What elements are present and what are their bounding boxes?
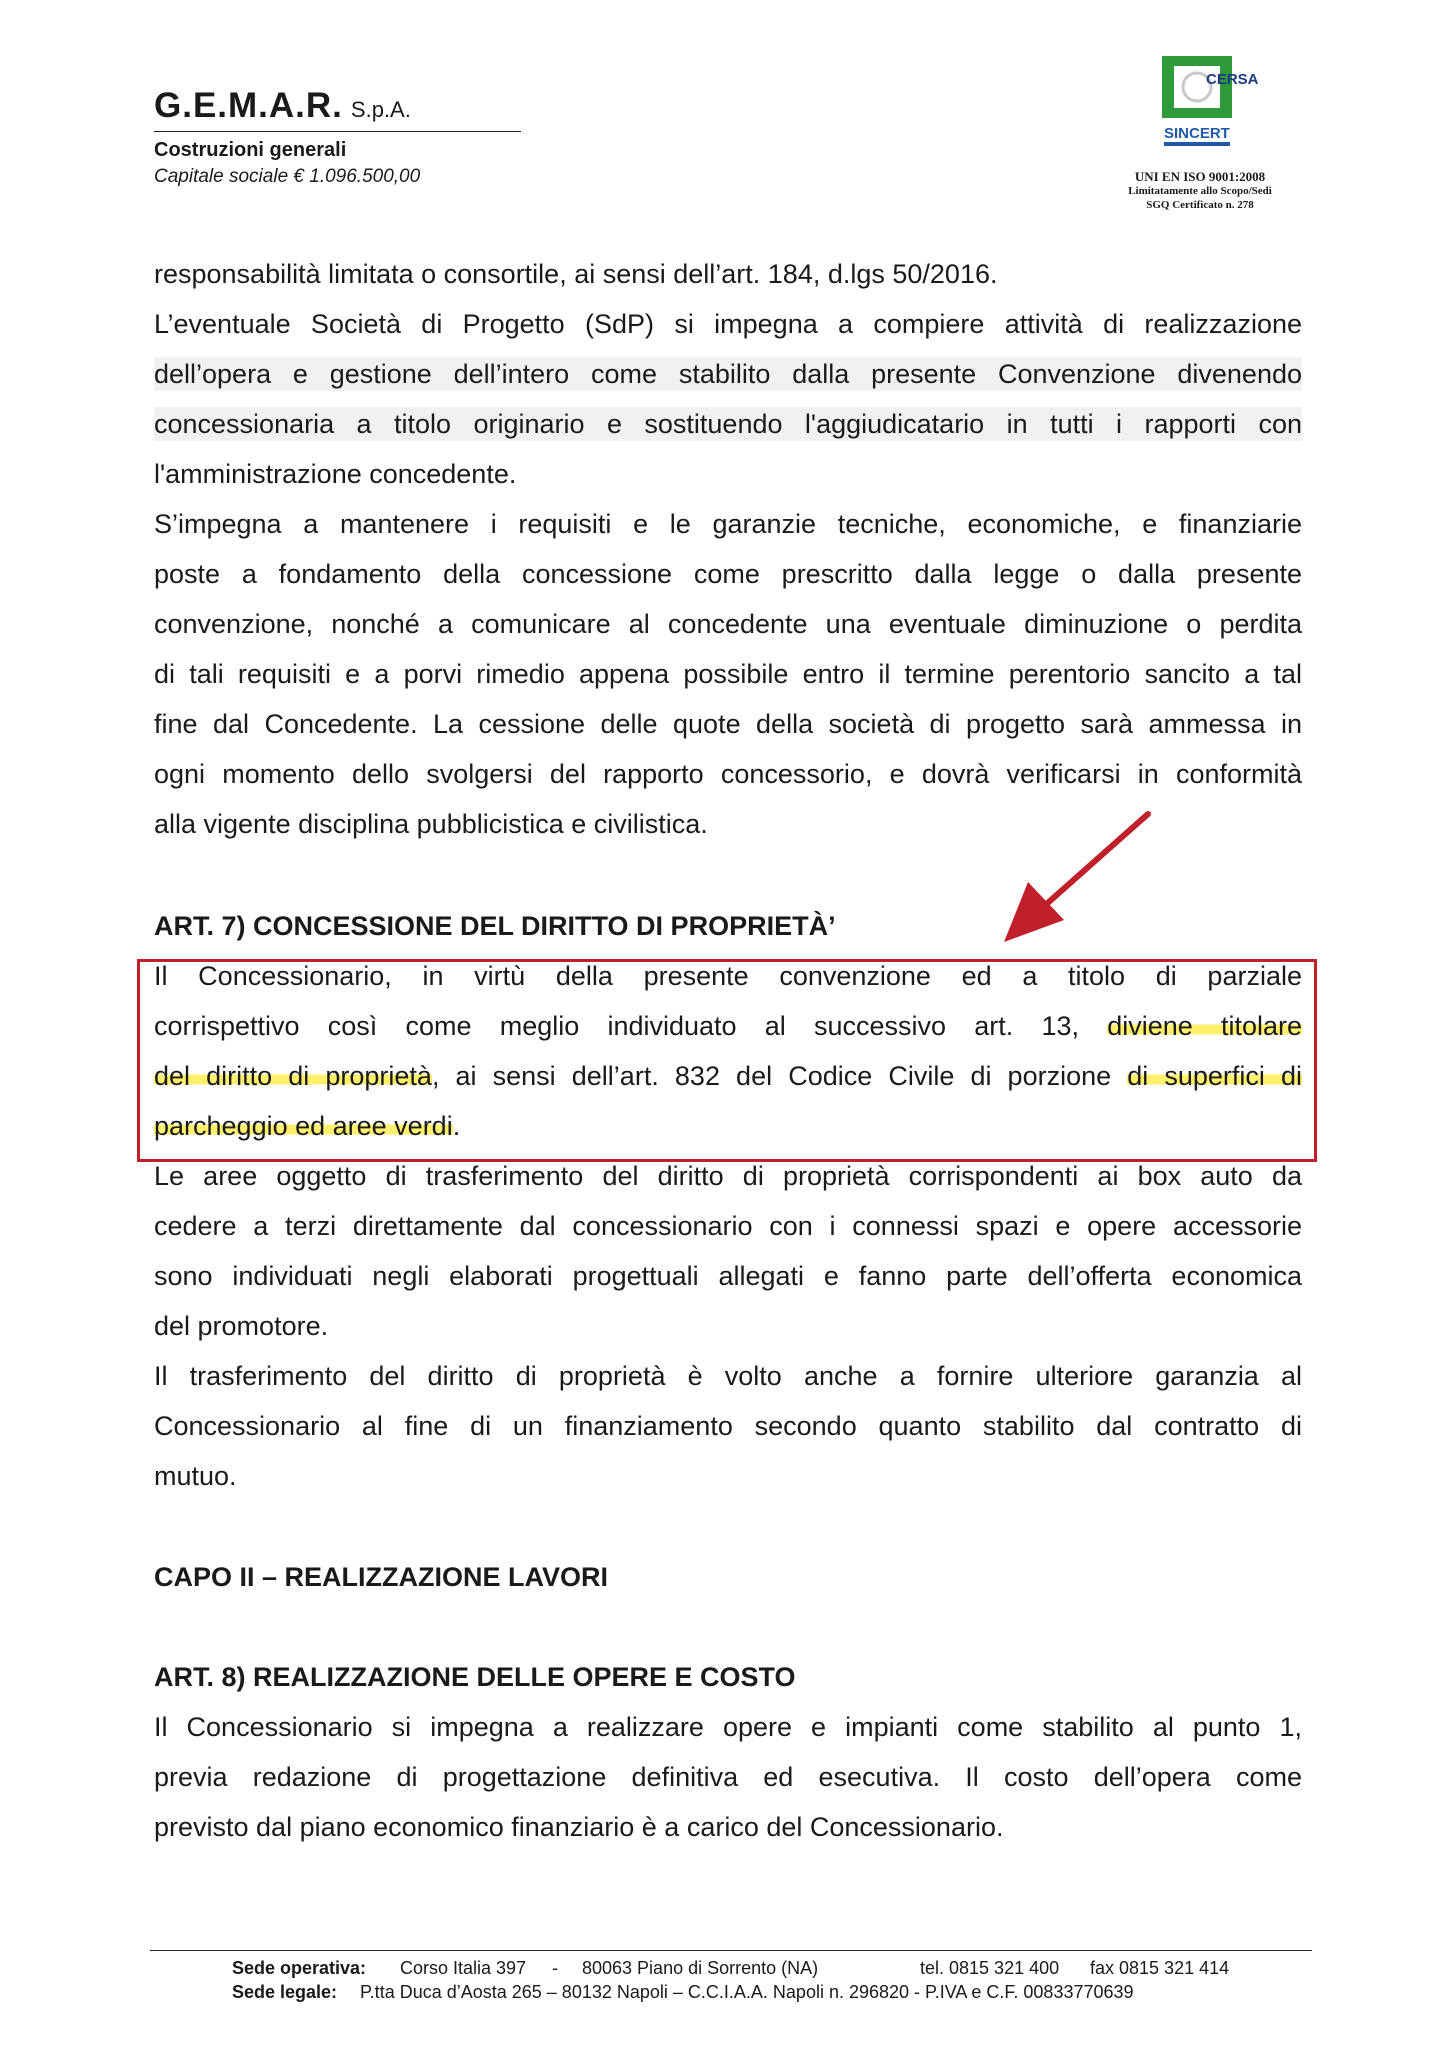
company-suffix: S.p.A. [350, 97, 411, 122]
text-line: Concessionario al fine di un finanziamento secondo quanto stabilito dal contratto di [154, 1411, 1302, 1441]
text-line: S’impegna a mantenere i requisiti e le garanzie tecniche, economiche, e finanziarie [154, 509, 1302, 539]
chapter-2-heading: CAPO II – REALIZZAZIONE LAVORI [154, 1562, 609, 1592]
company-name: G.E.M.A.R. [154, 86, 343, 125]
footer-operating-address: Corso Italia 397 [400, 1958, 527, 1978]
text-line: concessionaria a titolo originario e sostituendo l'aggiudicatario in tutti i rapporti con [154, 409, 1302, 439]
cert-scope: Limitatamente allo Scopo/Sedi [1128, 185, 1272, 197]
text-segment: , ai sensi dell’art. 832 del Codice Civile di porzione [431, 1061, 1128, 1091]
article-7-heading: ART. 7) CONCESSIONE DEL DIRITTO DI PROPRIETÀ’ [154, 911, 836, 941]
text-line: cedere a terzi direttamente dal concessionario con i connessi spazi e opere accessorie [154, 1211, 1302, 1241]
annotation-arrow-icon [1000, 808, 1160, 948]
text-line: L’eventuale Società di Progetto (SdP) si impegna a compiere attività di realizzazione [154, 309, 1302, 339]
text-segment: . [452, 1111, 461, 1141]
text-line: l'amministrazione concedente. [154, 459, 517, 489]
highlighted-text: parcheggio ed aree verdi [154, 1111, 453, 1141]
text-line: mutuo. [154, 1461, 237, 1491]
text-line: previsto dal piano economico finanziario è a carico del Concessionario. [154, 1812, 1004, 1842]
footer-legal-label: Sede legale: [232, 1982, 338, 2002]
text-line: sono individuati negli elaborati progettuali allegati e fanno parte dell’offerta economica [154, 1261, 1302, 1291]
company-capital: Capitale sociale € 1.096.500,00 [154, 166, 421, 187]
cersa-sincert-logo [1160, 54, 1259, 154]
logo-cersa-text: CERSA [1206, 71, 1259, 88]
footer-separator: - [552, 1958, 558, 1978]
certification-block [1100, 170, 1300, 212]
text-line: dell’opera e gestione dell’intero come stabilito dalla presente Convenzione divenendo [154, 359, 1302, 389]
text-line: del promotore. [154, 1311, 329, 1341]
text-line: ogni momento dello svolgersi del rapporto concessorio, e dovrà verificarsi in conformità [154, 759, 1302, 789]
text-line: di tali requisiti e a porvi rimedio appena possibile entro il termine perentorio sancito a tal [154, 659, 1302, 689]
text-line: convenzione, nonché a comunicare al concedente una eventuale diminuzione o perdita [154, 609, 1302, 639]
text-line: poste a fondamento della concessione come prescritto dalla legge o dalla presente [154, 559, 1302, 589]
highlighted-text: di superfici di [1127, 1061, 1302, 1091]
footer-operating-label: Sede operativa: [232, 1958, 367, 1978]
text-line: Il Concessionario, in virtù della presente convenzione ed a titolo di parziale [154, 961, 1302, 991]
highlighted-text: diviene titolare [1107, 1011, 1302, 1041]
text-line: responsabilità limitata o consortile, ai sensi dell’art. 184, d.lgs 50/2016. [154, 259, 998, 289]
text-line: alla vigente disciplina pubblicistica e civilistica. [154, 809, 708, 839]
text-line: previa redazione di progettazione definitiva ed esecutiva. Il costo dell’opera come [154, 1762, 1302, 1792]
footer-operating-city: 80063 Piano di Sorrento (NA) [582, 1958, 819, 1978]
company-name-block [154, 86, 411, 126]
header-divider [154, 131, 521, 132]
cert-number: SGQ Certificato n. 278 [1146, 199, 1254, 211]
text-line: Il Concessionario si impegna a realizzare opere e impianti come stabilito al punto 1, [154, 1712, 1302, 1742]
text-line: Il trasferimento del diritto di proprietà è volto anche a fornire ulteriore garanzia al [154, 1361, 1302, 1391]
article-8-heading: ART. 8) REALIZZAZIONE DELLE OPERE E COSTO [154, 1662, 796, 1692]
text-line: Le aree oggetto di trasferimento del diritto di proprietà corrispondenti ai box auto da [154, 1161, 1302, 1191]
annotation-red-box [137, 959, 1317, 1162]
highlighted-text: del diritto di proprietà [154, 1061, 432, 1091]
company-subtitle: Costruzioni generali [154, 139, 347, 161]
footer-legal-text: P.tta Duca d’Aosta 265 – 80132 Napoli – C.C.I.A.A. Napoli n. 296820 - P.IVA e C.F. 00833770639 [360, 1982, 1134, 2002]
footer-fax: fax 0815 321 414 [1090, 1958, 1230, 1978]
logo-sincert-text: SINCERT [1164, 125, 1230, 142]
footer-divider [150, 1950, 1312, 1951]
text-segment: corrispettivo così come meglio individuato al successivo art. 13, [154, 1011, 1108, 1041]
footer-phone: tel. 0815 321 400 [920, 1958, 1060, 1978]
cert-standard: UNI EN ISO 9001:2008 [1134, 169, 1266, 184]
text-line: fine dal Concedente. La cessione delle quote della società di progetto sarà ammessa in [154, 709, 1302, 739]
